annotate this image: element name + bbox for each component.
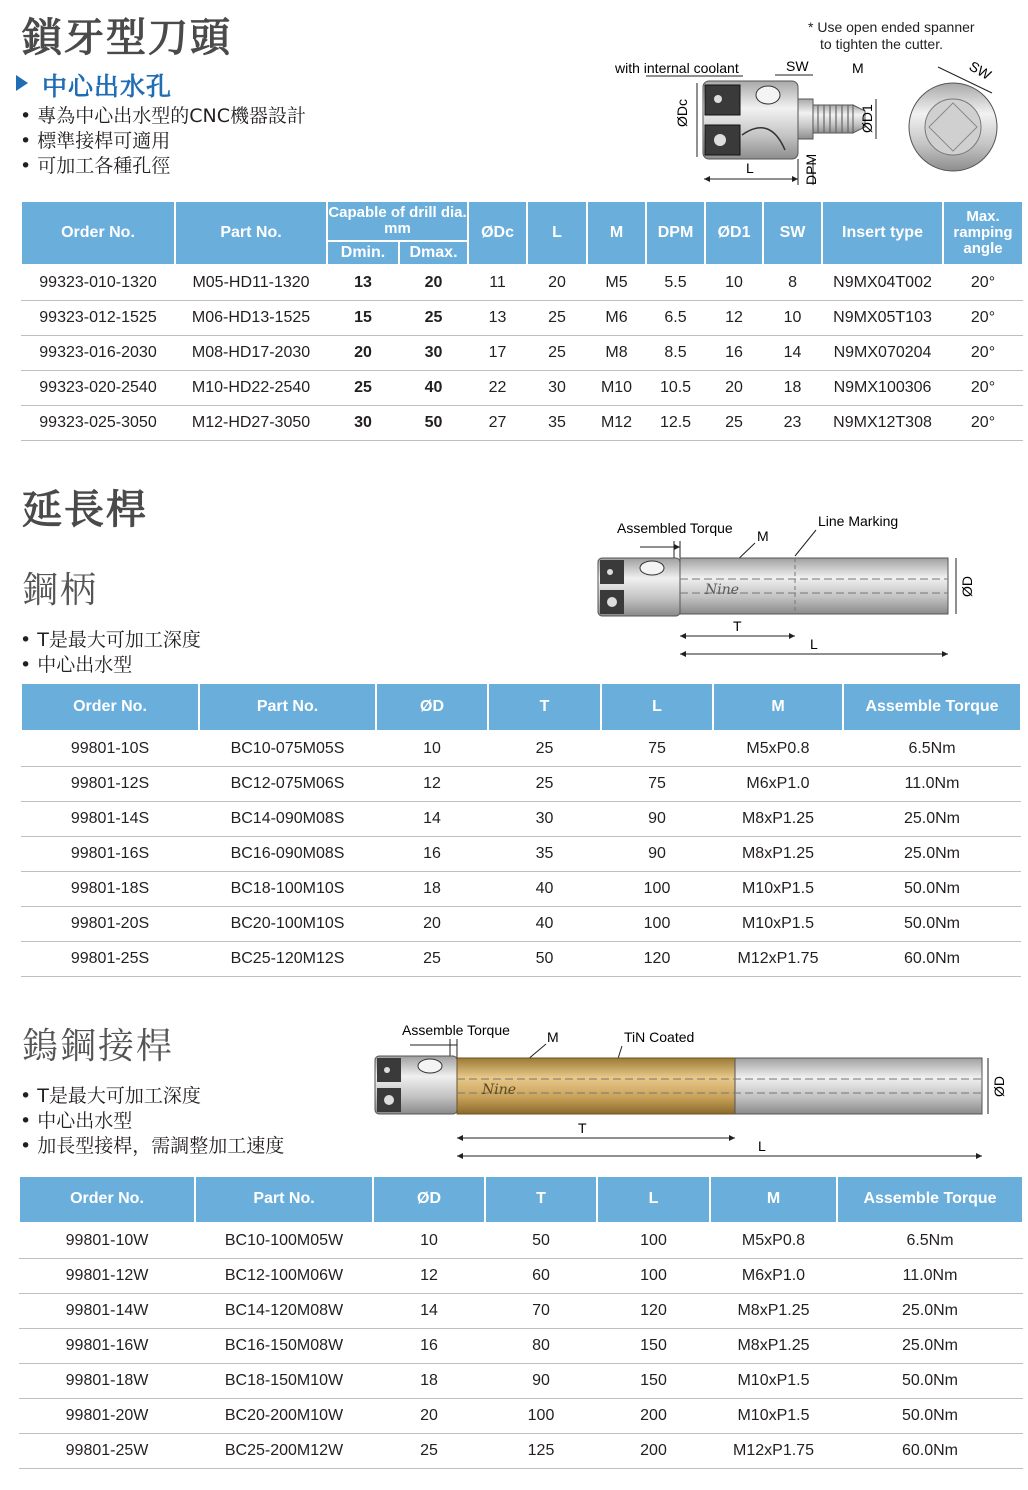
bullet-item: • 中心出水型	[20, 653, 201, 678]
table-cell: 18	[373, 1363, 485, 1398]
t-label: T	[578, 1120, 587, 1136]
section1-bullets	[20, 104, 306, 179]
table-cell: M10xP1.5	[710, 1363, 837, 1398]
d-label: ØD	[991, 1076, 1007, 1097]
table-cell: 30	[488, 801, 601, 836]
table-cell: 99801-14S	[21, 801, 199, 836]
table-cell: 100	[601, 871, 713, 906]
table-row	[19, 1433, 1023, 1468]
table-cell: 99801-14W	[19, 1293, 195, 1328]
table-cell: BC25-120M12S	[199, 941, 376, 976]
table-cell: 75	[601, 731, 713, 766]
table-cell: 99801-18W	[19, 1363, 195, 1398]
col-t: T	[488, 683, 601, 731]
cutter-head-diagram	[610, 55, 1020, 190]
table-cell: 25	[399, 300, 468, 335]
nine-logo: Nine	[705, 582, 740, 598]
table-cell: 40	[399, 370, 468, 405]
table-cell: 18	[376, 871, 488, 906]
table-row	[21, 405, 1023, 440]
table-cell: 99801-16S	[21, 836, 199, 871]
col-d1: ØD1	[705, 201, 763, 265]
table-cell: 99801-10W	[19, 1223, 195, 1258]
table-cell: 70	[485, 1293, 597, 1328]
table-cell: M5xP0.8	[710, 1223, 837, 1258]
table-cell: 60	[485, 1258, 597, 1293]
l-label: L	[746, 160, 754, 176]
coolant-label: with internal coolant	[615, 60, 739, 76]
table-cell: 99323-016-2030	[21, 335, 175, 370]
table-cell: 8.5	[646, 335, 705, 370]
table-cell: 99801-16W	[19, 1328, 195, 1363]
table-cell: 10	[763, 300, 822, 335]
dc-label: ØDc	[674, 99, 690, 127]
table-cell: 12	[373, 1258, 485, 1293]
table-cell: M10-HD22-2540	[175, 370, 327, 405]
table-cell: 16	[373, 1328, 485, 1363]
table-cell: 15	[327, 300, 399, 335]
table-cell: BC10-100M05W	[195, 1223, 373, 1258]
table-cell: N9MX05T103	[822, 300, 943, 335]
table-cell: 200	[597, 1433, 710, 1468]
col-order-no: Order No.	[21, 201, 175, 265]
table-cell: M8xP1.25	[710, 1293, 837, 1328]
section3-bullets	[20, 1084, 284, 1159]
table-cell: 20°	[943, 300, 1023, 335]
table-cell: 14	[373, 1293, 485, 1328]
table-cell: M8xP1.25	[713, 801, 843, 836]
table-cell: M12-HD27-3050	[175, 405, 327, 440]
table-cell: 20	[376, 906, 488, 941]
steel-shank-table	[20, 682, 1022, 977]
table-cell: 25.0Nm	[843, 836, 1021, 871]
bullet-item: • 可加工各種孔徑	[20, 154, 306, 179]
section2-subtitle: 鋼柄	[22, 570, 99, 611]
table-cell: 99801-20S	[21, 906, 199, 941]
col-capable: Capable of drill dia. mm	[327, 201, 468, 241]
col-dmax: Dmax.	[399, 241, 468, 265]
table-row	[19, 1363, 1023, 1398]
table-cell: 99801-12W	[19, 1258, 195, 1293]
table-cell: 40	[488, 871, 601, 906]
table-cell: 25.0Nm	[837, 1328, 1023, 1363]
l-label: L	[758, 1138, 766, 1154]
table-cell: 25	[376, 941, 488, 976]
l-label: L	[810, 636, 818, 652]
table-row	[21, 731, 1021, 766]
table-cell: 11	[468, 265, 527, 300]
col-sw: SW	[763, 201, 822, 265]
section1-subtitle: 中心出水孔	[42, 72, 173, 101]
col-m: M	[587, 201, 646, 265]
table-cell: 10	[376, 731, 488, 766]
table-cell: 50	[399, 405, 468, 440]
table-cell: 50.0Nm	[837, 1398, 1023, 1433]
table-cell: 16	[376, 836, 488, 871]
table-cell: 20	[527, 265, 587, 300]
col-part-no: Part No.	[199, 683, 376, 731]
nine-logo: Nine	[482, 1082, 517, 1098]
table-cell: 6.5Nm	[837, 1223, 1023, 1258]
table-cell: M05-HD11-1320	[175, 265, 327, 300]
col-l: L	[527, 201, 587, 265]
col-dpm: DPM	[646, 201, 705, 265]
table-cell: 30	[399, 335, 468, 370]
table-cell: 99323-025-3050	[21, 405, 175, 440]
table-row	[21, 906, 1021, 941]
table-cell: 50	[485, 1223, 597, 1258]
table-cell: 6.5	[646, 300, 705, 335]
t-label: T	[733, 618, 742, 634]
table-row	[21, 836, 1021, 871]
table-cell: 150	[597, 1328, 710, 1363]
table-row	[21, 941, 1021, 976]
table-row	[21, 265, 1023, 300]
col-dc: ØDc	[468, 201, 527, 265]
table-cell: N9MX12T308	[822, 405, 943, 440]
table-cell: 25.0Nm	[843, 801, 1021, 836]
table-cell: M10xP1.5	[713, 871, 843, 906]
table-cell: 25	[527, 300, 587, 335]
table-cell: 20	[327, 335, 399, 370]
table-cell: BC18-150M10W	[195, 1363, 373, 1398]
spanner-note-line2: to tighten the cutter.	[820, 36, 943, 52]
col-t: T	[485, 1176, 597, 1223]
table-cell: 12	[376, 766, 488, 801]
table-cell: BC14-120M08W	[195, 1293, 373, 1328]
section1-title: 鎖牙型刀頭	[22, 15, 232, 61]
section3-title: 鎢鋼接桿	[22, 1026, 175, 1067]
bullet-item: • 加長型接桿，需調整加工速度	[20, 1134, 284, 1159]
triangle-marker-icon	[16, 75, 28, 91]
table-cell: 99323-010-1320	[21, 265, 175, 300]
table-cell: 99801-18S	[21, 871, 199, 906]
col-order-no: Order No.	[21, 683, 199, 731]
m-label: M	[757, 528, 769, 544]
table-cell: 30	[327, 405, 399, 440]
table-cell: 30	[527, 370, 587, 405]
col-l: L	[597, 1176, 710, 1223]
table-cell: BC20-200M10W	[195, 1398, 373, 1433]
table-cell: 13	[468, 300, 527, 335]
table-row	[19, 1223, 1023, 1258]
table-cell: 80	[485, 1328, 597, 1363]
table-cell: M8xP1.25	[713, 836, 843, 871]
table-cell: M12xP1.75	[710, 1433, 837, 1468]
table-cell: 25	[488, 731, 601, 766]
table-cell: 50.0Nm	[843, 871, 1021, 906]
table-cell: 5.5	[646, 265, 705, 300]
tin-coated-label: TiN Coated	[624, 1029, 695, 1045]
table-cell: 27	[468, 405, 527, 440]
table-row	[19, 1328, 1023, 1363]
table-cell: M12xP1.75	[713, 941, 843, 976]
table-cell: BC20-100M10S	[199, 906, 376, 941]
table-cell: 20	[373, 1398, 485, 1433]
table-row	[21, 370, 1023, 405]
table-cell: N9MX070204	[822, 335, 943, 370]
table-cell: BC12-100M06W	[195, 1258, 373, 1293]
table-cell: 125	[485, 1433, 597, 1468]
table-cell: M08-HD17-2030	[175, 335, 327, 370]
table-cell: 200	[597, 1398, 710, 1433]
table-cell: 12.5	[646, 405, 705, 440]
col-dmin: Dmin.	[327, 241, 399, 265]
table-cell: BC18-100M10S	[199, 871, 376, 906]
table-cell: 99801-25S	[21, 941, 199, 976]
table-cell: 20°	[943, 370, 1023, 405]
col-m: M	[713, 683, 843, 731]
steel-shank-diagram	[590, 510, 1000, 665]
col-torque: Assemble Torque	[843, 683, 1021, 731]
table-cell: M6	[587, 300, 646, 335]
table-cell: BC14-090M08S	[199, 801, 376, 836]
table-cell: 25	[327, 370, 399, 405]
col-d: ØD	[376, 683, 488, 731]
table-cell: 40	[488, 906, 601, 941]
table-row	[21, 801, 1021, 836]
table-cell: 25.0Nm	[837, 1293, 1023, 1328]
table-row	[21, 335, 1023, 370]
torque-label: Assembled Torque	[617, 520, 733, 536]
bullet-item: • 中心出水型	[20, 1109, 284, 1134]
table-cell: M10xP1.5	[713, 906, 843, 941]
bullet-item: • 專為中心出水型的CNC機器設計	[20, 104, 306, 129]
table-cell: 25	[373, 1433, 485, 1468]
table-cell: 35	[527, 405, 587, 440]
table-cell: 25	[527, 335, 587, 370]
sw-end-label: SW	[966, 57, 995, 83]
table-cell: 99801-12S	[21, 766, 199, 801]
col-d: ØD	[373, 1176, 485, 1223]
table-cell: M10	[587, 370, 646, 405]
table-cell: BC25-200M12W	[195, 1433, 373, 1468]
table-cell: 100	[597, 1223, 710, 1258]
table-cell: 20°	[943, 265, 1023, 300]
table-row	[21, 766, 1021, 801]
table-cell: BC16-150M08W	[195, 1328, 373, 1363]
section2-bullets	[20, 628, 201, 678]
table-cell: BC12-075M06S	[199, 766, 376, 801]
table-cell: 10	[373, 1223, 485, 1258]
table-cell: BC16-090M08S	[199, 836, 376, 871]
table-cell: 75	[601, 766, 713, 801]
carbide-shank-body	[735, 1058, 982, 1114]
table-cell: 25	[705, 405, 763, 440]
col-part-no: Part No.	[175, 201, 327, 265]
table-cell: 120	[601, 941, 713, 976]
table-cell: N9MX04T002	[822, 265, 943, 300]
table-cell: 16	[705, 335, 763, 370]
carbide-shank-table	[18, 1175, 1024, 1469]
table-cell: 99801-10S	[21, 731, 199, 766]
table-cell: N9MX100306	[822, 370, 943, 405]
table-cell: 12	[705, 300, 763, 335]
table-cell: M06-HD13-1525	[175, 300, 327, 335]
table-cell: 14	[763, 335, 822, 370]
table-cell: M6xP1.0	[710, 1258, 837, 1293]
col-order-no: Order No.	[19, 1176, 195, 1223]
table-cell: 35	[488, 836, 601, 871]
table-cell: 25	[488, 766, 601, 801]
cutter-head-table	[20, 200, 1024, 441]
col-torque: Assemble Torque	[837, 1176, 1023, 1223]
carbide-shank-diagram	[370, 1020, 1018, 1168]
col-part-no: Part No.	[195, 1176, 373, 1223]
table-cell: 50.0Nm	[843, 906, 1021, 941]
table-cell: M12	[587, 405, 646, 440]
section2-title: 延長桿	[22, 487, 148, 533]
line-marking-label: Line Marking	[818, 513, 899, 529]
table-cell: 60.0Nm	[843, 941, 1021, 976]
table-cell: 11.0Nm	[843, 766, 1021, 801]
col-insert: Insert type	[822, 201, 943, 265]
table-cell: 100	[597, 1258, 710, 1293]
spanner-note-line1: * Use open ended spanner	[808, 19, 975, 35]
table-cell: 50	[488, 941, 601, 976]
table-cell: 18	[763, 370, 822, 405]
table-cell: 20°	[943, 335, 1023, 370]
table-cell: 10.5	[646, 370, 705, 405]
table-cell: 14	[376, 801, 488, 836]
col-m: M	[710, 1176, 837, 1223]
col-l: L	[601, 683, 713, 731]
table-cell: M10xP1.5	[710, 1398, 837, 1433]
table-cell: 90	[601, 836, 713, 871]
table-cell: 120	[597, 1293, 710, 1328]
table-cell: 90	[601, 801, 713, 836]
table-cell: 8	[763, 265, 822, 300]
table-cell: M8	[587, 335, 646, 370]
table-row	[19, 1398, 1023, 1433]
insert-top-icon	[705, 85, 740, 115]
table-cell: 13	[327, 265, 399, 300]
torque-label: Assemble Torque	[402, 1022, 510, 1038]
table-cell: M8xP1.25	[710, 1328, 837, 1363]
table-cell: M5xP0.8	[713, 731, 843, 766]
table-cell: 20	[399, 265, 468, 300]
table-cell: 99323-012-1525	[21, 300, 175, 335]
table-row	[21, 300, 1023, 335]
table-cell: 60.0Nm	[837, 1433, 1023, 1468]
table-cell: 99801-25W	[19, 1433, 195, 1468]
table-cell: M5	[587, 265, 646, 300]
table-row	[19, 1258, 1023, 1293]
table-cell: 22	[468, 370, 527, 405]
sw-label: SW	[786, 58, 809, 74]
table-cell: BC10-075M05S	[199, 731, 376, 766]
table-cell: 6.5Nm	[843, 731, 1021, 766]
table-cell: 50.0Nm	[837, 1363, 1023, 1398]
table-cell: 100	[601, 906, 713, 941]
table-cell: M6xP1.0	[713, 766, 843, 801]
bullet-item: • 標準接桿可適用	[20, 129, 306, 154]
table-cell: 100	[485, 1398, 597, 1433]
m-label: M	[852, 60, 864, 76]
table-cell: 20	[705, 370, 763, 405]
bullet-item: • T是最大可加工深度	[20, 1084, 284, 1109]
table-cell: 150	[597, 1363, 710, 1398]
m-label: M	[547, 1029, 559, 1045]
table-cell: 17	[468, 335, 527, 370]
dpm-label: DPM	[803, 153, 819, 185]
table-cell: 90	[485, 1363, 597, 1398]
table-row	[19, 1293, 1023, 1328]
table-cell: 11.0Nm	[837, 1258, 1023, 1293]
table-cell: 23	[763, 405, 822, 440]
col-angle: Max. ramping angle	[943, 201, 1023, 265]
table-cell: 99323-020-2540	[21, 370, 175, 405]
table-row	[21, 871, 1021, 906]
bullet-item: • T是最大可加工深度	[20, 628, 201, 653]
table-cell: 20°	[943, 405, 1023, 440]
table-cell: 99801-20W	[19, 1398, 195, 1433]
d1-label: ØD1	[859, 104, 875, 133]
table-cell: 10	[705, 265, 763, 300]
d-label: ØD	[959, 576, 975, 597]
